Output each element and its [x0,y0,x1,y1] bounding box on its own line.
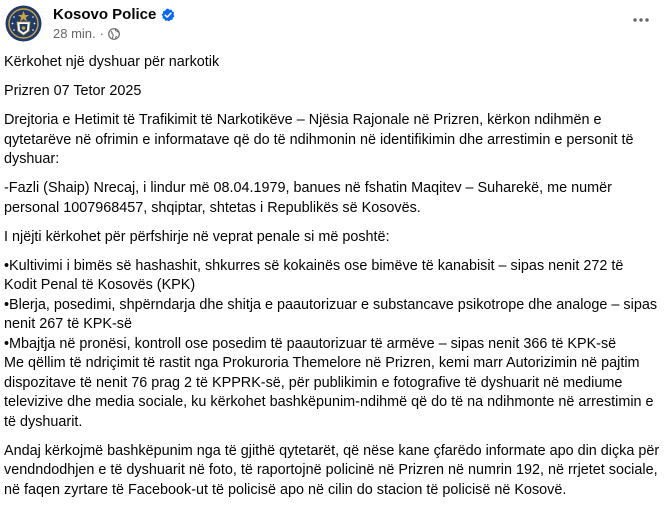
more-dots-icon [633,18,649,22]
author-row [53,6,175,23]
post-title: Kërkohet një dyshuar për narkotik [4,54,220,70]
avatar[interactable] [4,4,43,43]
charges-intro: I njëjti kërkohet për përfshirje në veprat penale si më poshtë: [4,228,390,245]
meta-separator: · [99,26,104,41]
post-intro: Drejtoria e Hetimit të Trafikimit të Narkotikëve – Njësia Rajonale në Prizren, kërkon ndihmën e qytetarëve në ofrimin e informatave që do të ndihmonin në identifikimin dhe arrestimin e personit të dyshuar: [4,112,634,167]
verified-badge-icon [161,8,175,22]
post-date: Prizren 07 Tetor 2025 [4,83,142,99]
post-meta [53,26,120,41]
suspect-details: -Fazli (Shaip) Nrecaj, i lindur më 08.04.1979, banues në fshatin Maqitev – Suharekë, me numër personal 1007968457, shqiptar, shtetas i Republikës së Kosovës. [4,180,612,216]
post-timestamp[interactable]: 28 min. [53,26,96,41]
charge-item: •Mbajtja në pronësi, kontroll ose posedim të paautorizuar të armëve – sipas nenit 366 të KPK-së [4,335,617,352]
appeal-paragraph: Andaj kërkojmë bashkëpunim nga të gjithë qytetarët, që nëse kane çfarëdo informate apo din diçka për vendndodhjen e të dyshuarit në foto, të raportojnë policinë në Prizren në numrin 192, në rrjetet sociale, në faqen zyrtare të Facebook-ut të policisë apo në cilin do stacion të policisë në Kosovë. [4,442,660,498]
authorization-paragraph: Me qëllim të ndriçimit të rastit nga Prokuroria Themelore në Prizren, kemi marr Autorizimin në pajtim dispozitave të nenit 76 prag 2 të KPPRK-së, për publikimin e fotografive të dyshuarit në mediume televizive dhe media sociale, ku kërkohet bashkëpunim-ndihmë që do të na ndihmonte në arrestimin e të dyshuarit. [4,355,654,430]
post-text [4,53,660,510]
police-badge-icon [4,4,43,43]
charge-item: •Kultivimi i bimës së hashashit, shkurres së kokainës ose bimëve të kanabisit – sipas nenit 272 të Kodit Penal të Kosovës (KPK) [4,257,624,293]
post-header [0,0,671,52]
charge-item: •Blerja, posedimi, shpërndarja dhe shitja e paautorizuar e substancave psikotrope dhe analoge – sipas nenit 267 të KPK-së [4,296,658,332]
more-options-button[interactable] [627,6,655,34]
globe-icon[interactable] [108,28,120,40]
page-name[interactable]: Kosovo Police [53,6,157,23]
